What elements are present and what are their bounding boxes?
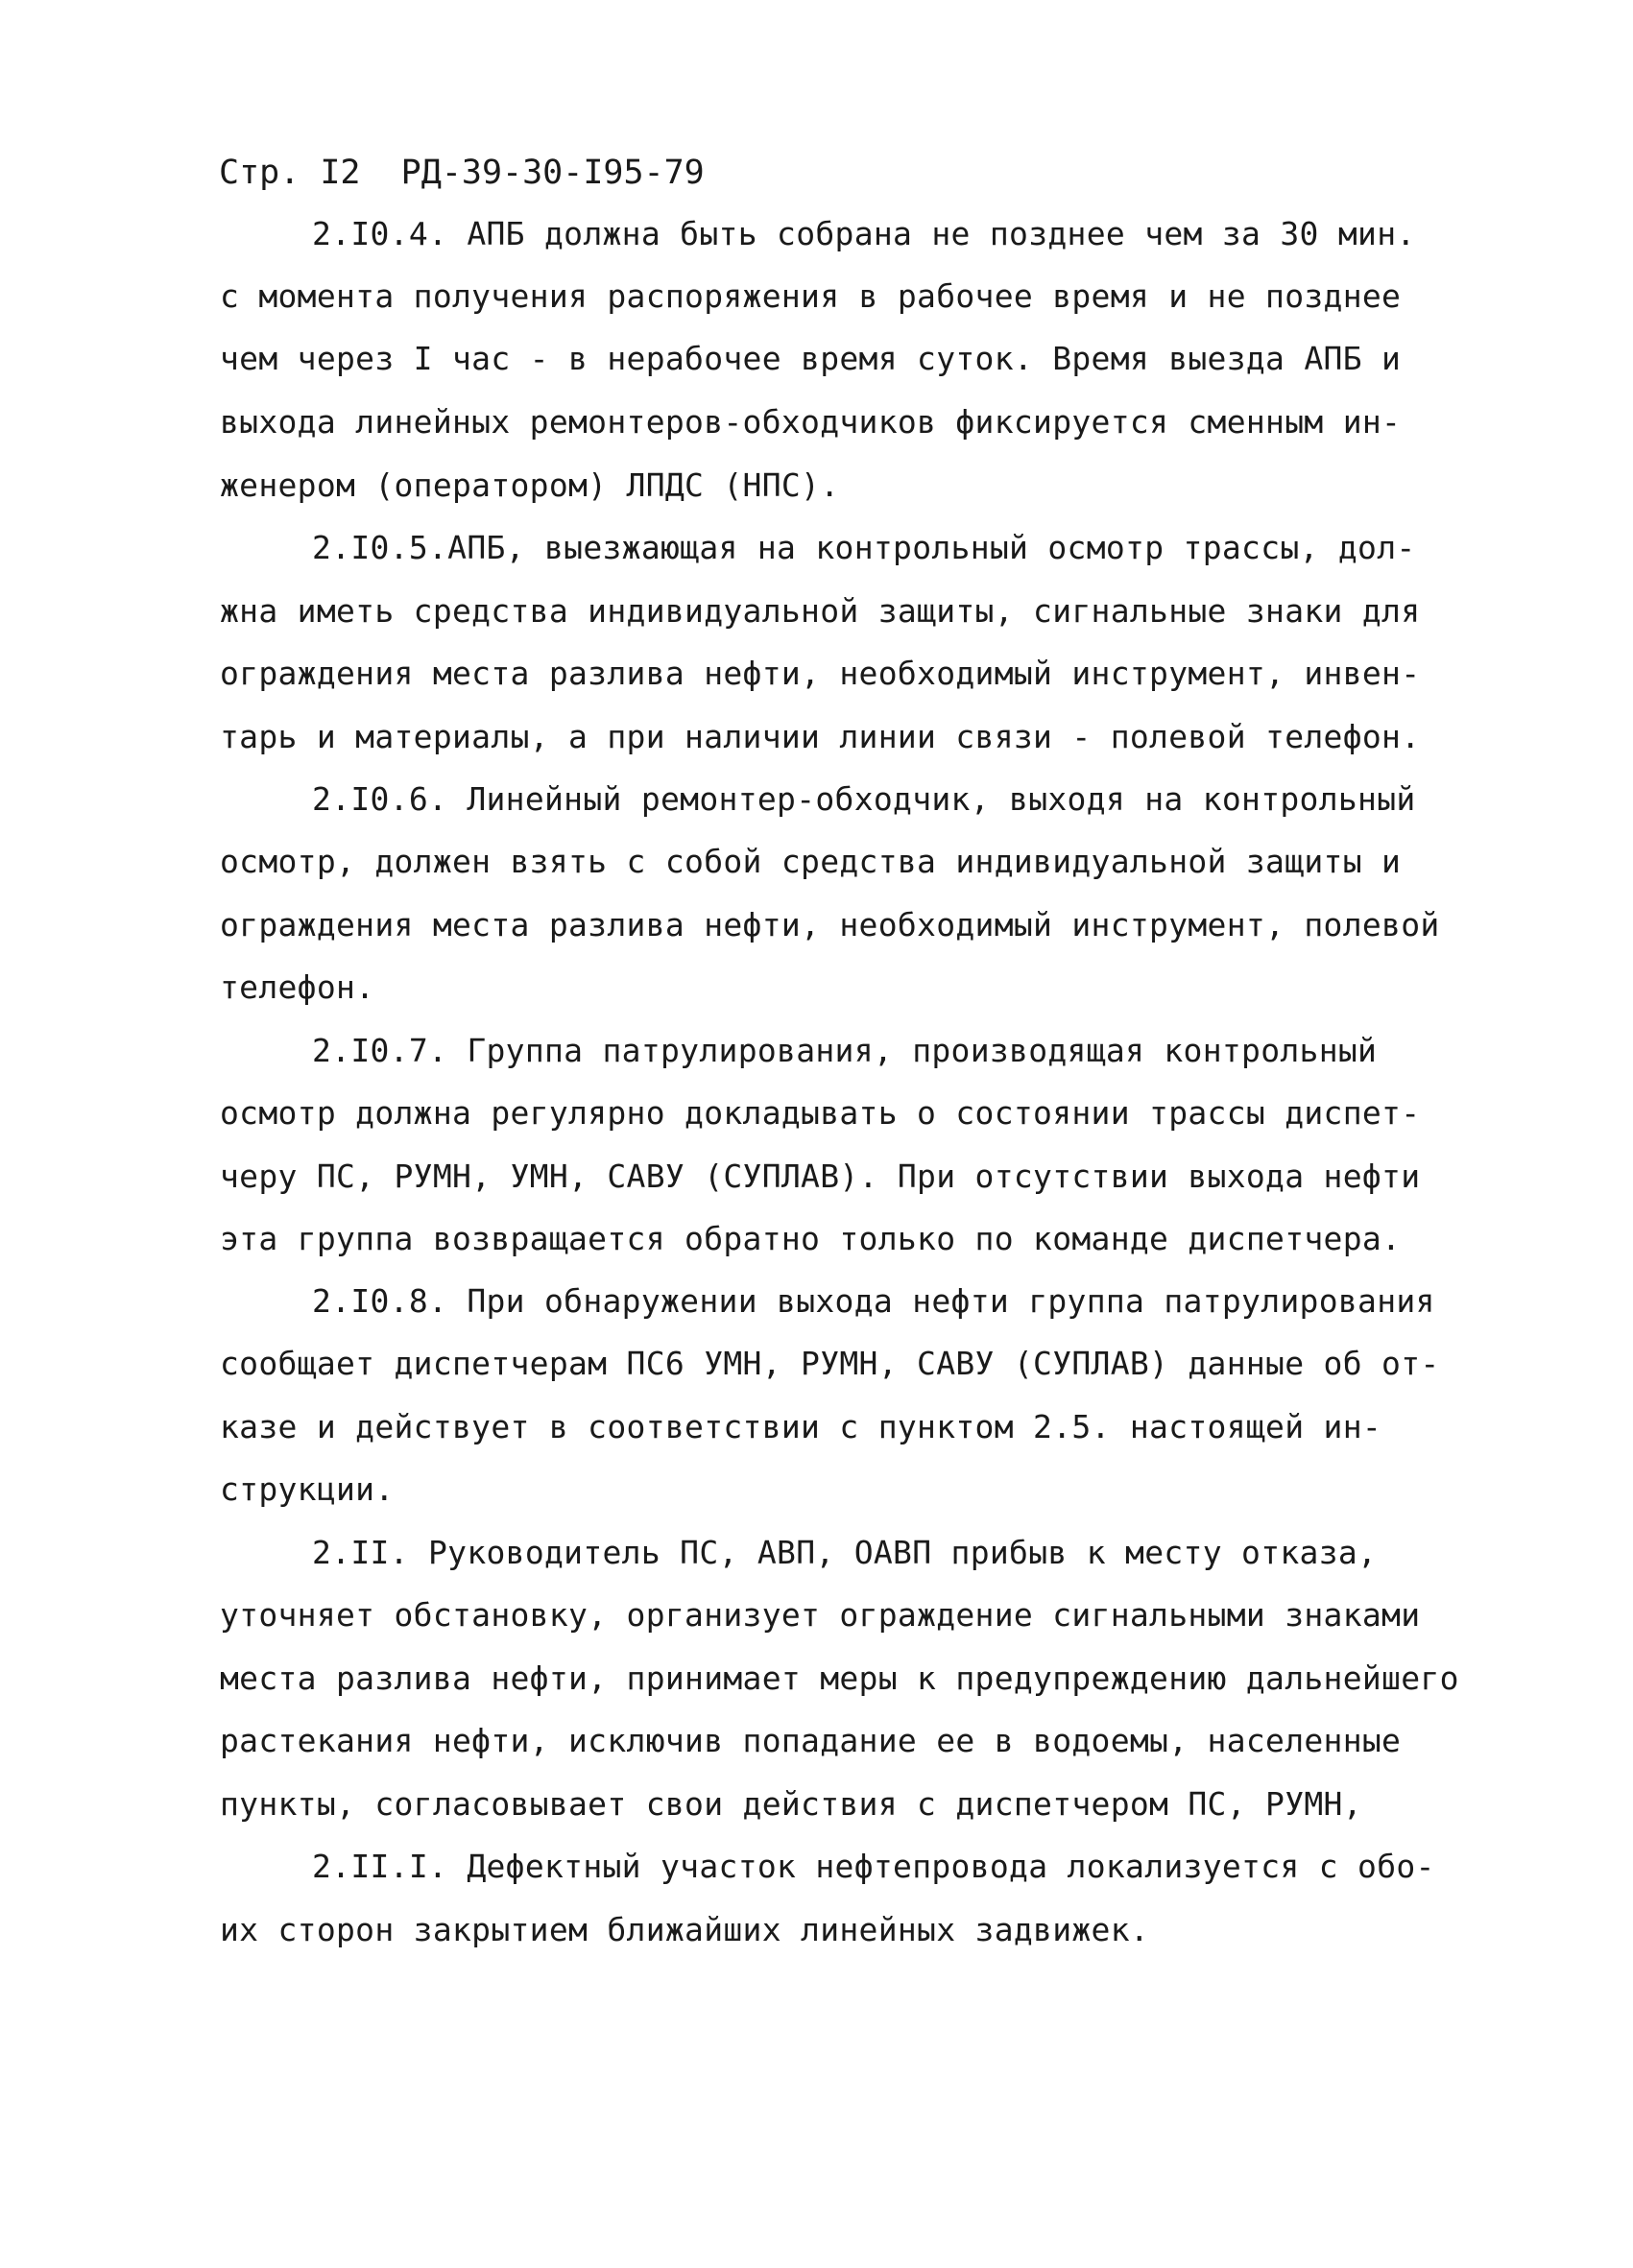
document-code: РД-39-30-I95-79 — [400, 154, 705, 192]
text-line: казе и действует в соответствии с пунктом 2.5. настоящей ин- — [220, 1408, 1382, 1445]
text-line: сообщает диспетчерам ПС6 УМН, РУМН, САВУ (СУПЛАВ) данные об от- — [220, 1345, 1440, 1382]
text-line: выхода линейных ремонтеров-обходчиков фиксируется сменным ин- — [220, 403, 1402, 441]
text-line: 2.I0.8. При обнаружении выхода нефти группа патрулирования — [312, 1282, 1435, 1320]
text-line: их сторон закрытием ближайших линейных задвижек. — [220, 1911, 1150, 1948]
text-line: осмотр, должен взять с собой средства индивидуальной защиты и — [220, 843, 1402, 880]
text-line: пункты, согласовывает свои действия с диспетчером ПС, РУМН, — [220, 1785, 1362, 1823]
text-line: растекания нефти, исключив попадание ее в водоемы, населенные — [220, 1722, 1402, 1759]
text-line: осмотр должна регулярно докладывать о состоянии трассы диспет- — [220, 1094, 1421, 1132]
text-line: чем через I час - в нерабочее время суток. Время выезда АПБ и — [220, 340, 1402, 377]
text-line: эта группа возвращается обратно только по команде диспетчера. — [220, 1220, 1402, 1257]
text-line: с момента получения распоряжения в рабочее время и не позднее — [220, 277, 1402, 315]
text-line: 2.I0.5.АПБ, выезжающая на контрольный осмотр трассы, дол- — [312, 529, 1416, 566]
text-line: уточняет обстановку, организует ограждение сигнальными знаками — [220, 1596, 1421, 1634]
text-line: женером (оператором) ЛПДС (НПС). — [220, 466, 840, 504]
text-line: 2.I0.7. Группа патрулирования, производящая контрольный — [312, 1032, 1378, 1069]
text-line: ограждения места разлива нефти, необходимый инструмент, полевой — [220, 906, 1440, 943]
text-line: места разлива нефти, принимает меры к предупреждению дальнейшего — [220, 1659, 1459, 1697]
text-line: 2.I0.6. Линейный ремонтер-обходчик, выходя на контрольный — [312, 780, 1416, 818]
text-line: тарь и материалы, а при наличии линии связи - полевой телефон. — [220, 718, 1421, 755]
text-line: черу ПС, РУМН, УМН, САВУ (СУПЛАВ). При отсутствии выхода нефти — [220, 1158, 1421, 1195]
text-line: струкции. — [220, 1470, 395, 1508]
text-line: 2.II. Руководитель ПС, АВП, ОАВП прибыв к месту отказа, — [312, 1534, 1378, 1571]
text-line: 2.I0.4. АПБ должна быть собрана не позднее чем за 30 мин. — [312, 215, 1416, 252]
text-line: ограждения места разлива нефти, необходимый инструмент, инвен- — [220, 655, 1421, 692]
page-number-label: Стр. I2 — [219, 154, 361, 192]
text-line: телефон. — [220, 968, 375, 1006]
page-header — [219, 154, 705, 192]
text-line: жна иметь средства индивидуальной защиты, сигнальные знаки для — [220, 592, 1421, 630]
text-line: 2.II.I. Дефектный участок нефтепровода локализуется с обо- — [312, 1848, 1435, 1885]
